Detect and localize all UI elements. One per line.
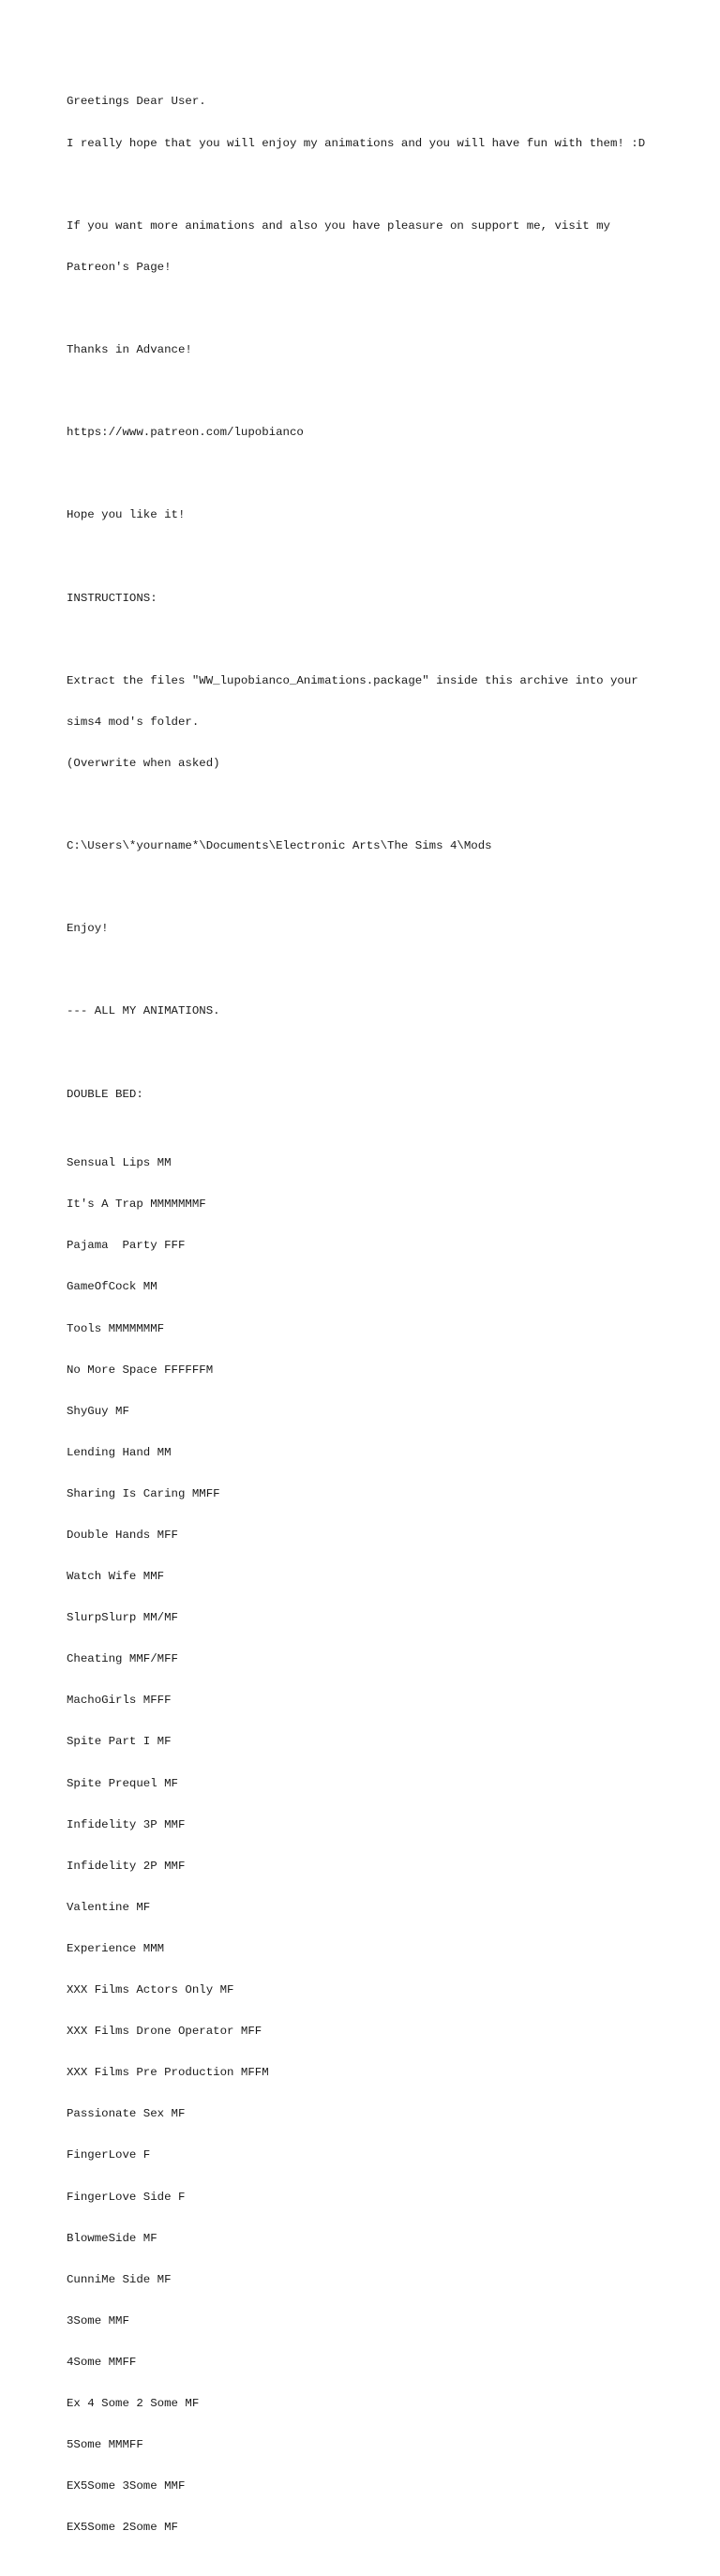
- animation-item: ShyGuy MF: [67, 1404, 129, 1418]
- animation-item: Spite Part I MF: [67, 1735, 172, 1749]
- animation-item: XXX Films Actors Only MF: [67, 1983, 234, 1997]
- animation-item: No More Space FFFFFFM: [67, 1363, 214, 1377]
- blank-line: [67, 467, 704, 481]
- animation-item: Sharing Is Caring MMFF: [67, 1486, 220, 1500]
- support-line-2: Patreon's Page!: [67, 260, 172, 274]
- animation-list: [67, 1129, 704, 2563]
- patreon-url: https://www.patreon.com/lupobianco: [67, 426, 304, 440]
- blank-line: [67, 302, 704, 316]
- double-bed-heading: DOUBLE BED:: [67, 1087, 143, 1101]
- animation-item: 5Some MMMFF: [67, 2438, 143, 2452]
- animation-item: XXX Films Drone Operator MFF: [67, 2025, 262, 2039]
- animation-item: BlowmeSide MF: [67, 2231, 158, 2245]
- animation-item: Infidelity 3P MMF: [67, 1817, 186, 1831]
- animation-item: GameOfCock MM: [67, 1280, 158, 1294]
- blank-line: [67, 1047, 704, 1061]
- animation-item: CunniMe Side MF: [67, 2272, 172, 2286]
- animation-item: Pajama Party FFF: [67, 1239, 186, 1253]
- hope-like-line: Hope you like it!: [67, 508, 186, 522]
- instructions-line-3: (Overwrite when asked): [67, 756, 220, 770]
- animation-item: Infidelity 2P MMF: [67, 1859, 186, 1873]
- mods-folder-path: C:\Users\*yourname*\Documents\Electronic Arts\The Sims 4\Mods: [67, 839, 492, 853]
- blank-line: [67, 384, 704, 399]
- animation-item: MachoGirls MFFF: [67, 1694, 172, 1708]
- animation-item: Double Hands MFF: [67, 1529, 178, 1542]
- animation-item: FingerLove Side F: [67, 2190, 186, 2204]
- animation-item: EX5Some 2Some MF: [67, 2521, 178, 2535]
- instructions-line-1: Extract the files "WW_lupobianco_Animations.package" inside this archive into your: [67, 673, 638, 687]
- hope-line: I really hope that you will enjoy my animations and you will have fun with them! :D: [67, 136, 646, 150]
- animation-item: Lending Hand MM: [67, 1445, 172, 1459]
- animation-item: Passionate Sex MF: [67, 2107, 186, 2121]
- blank-line: [67, 881, 704, 895]
- blank-line: [67, 633, 704, 647]
- enjoy-line: Enjoy!: [67, 922, 109, 936]
- animation-item: Tools MMMMMMMF: [67, 1321, 165, 1335]
- animation-item: FingerLove F: [67, 2148, 151, 2162]
- animation-item: XXX Films Pre Production MFFM: [67, 2066, 269, 2080]
- support-line-1: If you want more animations and also you have pleasure on support me, visit my: [67, 218, 610, 233]
- animation-item: SlurpSlurp MM/MF: [67, 1611, 178, 1625]
- animation-item: Spite Prequel MF: [67, 1776, 178, 1790]
- animation-item: It's A Trap MMMMMMMF: [67, 1198, 206, 1212]
- instructions-heading: INSTRUCTIONS:: [67, 591, 158, 605]
- animation-item: Watch Wife MMF: [67, 1570, 165, 1584]
- blank-line: [67, 963, 704, 977]
- instructions-line-2: sims4 mod's folder.: [67, 715, 200, 729]
- animation-item: Sensual Lips MM: [67, 1156, 172, 1170]
- blank-line: [67, 178, 704, 192]
- animation-item: EX5Some 3Some MMF: [67, 2479, 186, 2493]
- thanks-line: Thanks in Advance!: [67, 342, 192, 356]
- animation-item: Ex 4 Some 2 Some MF: [67, 2396, 200, 2410]
- blank-line: [67, 550, 704, 564]
- animation-item: Experience MMM: [67, 1941, 165, 1955]
- animation-item: Cheating MMF/MFF: [67, 1652, 178, 1666]
- animation-item: 3Some MMF: [67, 2313, 129, 2327]
- document-text: [67, 68, 704, 2576]
- blank-line: [67, 798, 704, 812]
- animation-item: Valentine MF: [67, 1900, 151, 1914]
- all-animations-heading: --- ALL MY ANIMATIONS.: [67, 1004, 220, 1018]
- animation-item: 4Some MMFF: [67, 2355, 137, 2369]
- greeting-line: Greetings Dear User.: [67, 95, 206, 109]
